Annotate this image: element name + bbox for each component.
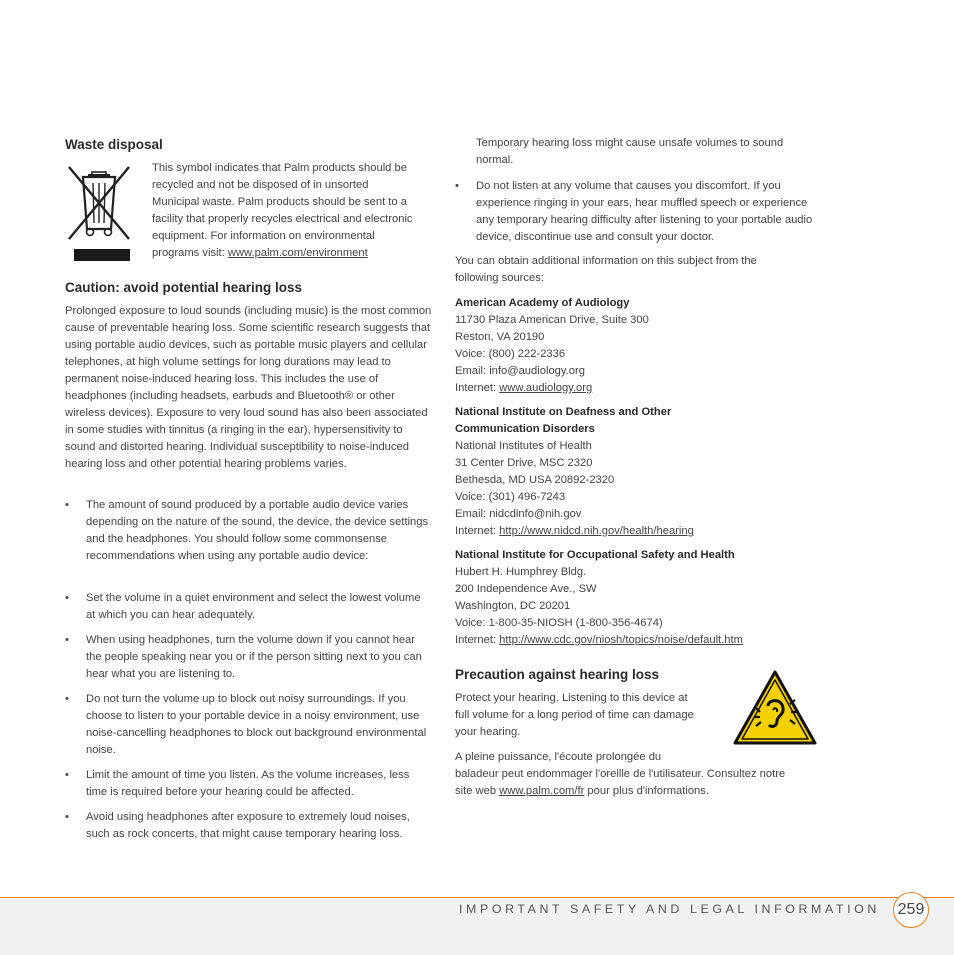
- crossed-out-bin-icon: [66, 163, 132, 261]
- caution-bullet-5: • Limit the amount of time you listen. As the volume increases, less time is required before your hearing could be affected.: [65, 769, 410, 798]
- nidcd-link[interactable]: http://www.nidcd.nih.gov/health/hearing: [499, 525, 694, 537]
- niosh-link[interactable]: http://www.cdc.gov/niosh/topics/noise/default.htm: [499, 634, 743, 646]
- org-name: American Academy of Audiology: [455, 297, 630, 309]
- caution-bullet-2: • Set the volume in a quiet environment and select the lowest volume at which you can hear adequately.: [65, 592, 421, 621]
- discomfort-bullet: • Do not listen at any volume that causes you discomfort. If you experience ringing in your ears, hear muffled speech or experience any temporary hearing difficulty after listening to your portable audio device, discontinue use and consult your doctor.: [455, 180, 813, 243]
- org-american-academy-audiology: American Academy of Audiology 11730 Plaza American Drive, Suite 300 Reston, VA 20190 Voice: (800) 222-2336 Email: info@audiology.org Internet: www.audiology.org: [455, 295, 830, 397]
- org-name-cont: Communication Disorders: [455, 423, 595, 435]
- caution-bullet-4: • Do not turn the volume up to block out noisy surroundings. If you choose to listen to your portable device in a noisy environment, use noise-cancelling headphones to block out background environmental noise.: [65, 693, 427, 756]
- precaution-text: Protect your hearing. Listening to this device at full volume for a long period of time can damage your hearing.: [455, 692, 694, 738]
- caution-paragraph: Prolonged exposure to loud sounds (including music) is the most common cause of preventable hearing loss. Some scientific research suggests that using portable audio devices, such as portable music players and cellular telephones, at high volume settings for long durations may lead to permanent noise-induced hearing loss. This includes the use of headphones (including headsets, earbuds and Bluetooth® or other wireless devices). Exposure to very loud sound has also been associated in some studies with tinnitus (a ringing in the ear), hypersensitivity to sound and distorted hearing. Individual susceptibility to noise-induced hearing loss and other potential hearing problems varies.: [65, 305, 432, 470]
- sources-intro: You can obtain additional information on this subject from the following sources:: [455, 255, 757, 284]
- precaution-heading: Precaution against hearing loss: [455, 667, 660, 682]
- audiology-link[interactable]: www.audiology.org: [499, 382, 593, 394]
- org-name: National Institute for Occupational Safety and Health: [455, 549, 735, 561]
- waste-disposal-text: This symbol indicates that Palm products should be recycled and not be disposed of in unsorted Municipal waste. Palm products should be sent to a facility that properly recycles electrical and electronic equipment. For information on environmental programs visit: www.palm.com/environment: [152, 162, 413, 259]
- org-nidcd: National Institute on Deafness and Other Communication Disorders National Institutes of Health 31 Center Drive, MSC 2320 Bethesda, MD USA 20892-2320 Voice: (301) 496-7243 Email: nidcdinfo@nih.gov Internet: http://www.nidcd.nih.gov/health/hearing: [455, 404, 830, 540]
- page-number-badge: 259: [893, 892, 929, 928]
- waste-disposal-heading: Waste disposal: [65, 137, 163, 152]
- palm-environment-link[interactable]: www.palm.com/environment: [227, 247, 368, 259]
- hearing-warning-icon: [732, 668, 818, 748]
- caution-hearing-heading: Caution: avoid potential hearing loss: [65, 280, 303, 295]
- french-precaution-text: A pleine puissance, l'écoute prolongée du baladeur peut endommager l'oreille de l'utilisateur. Consultez notre site web www.palm.com/fr pour plus d'informations.: [455, 751, 786, 797]
- caution-bullet-1: • The amount of sound produced by a portable audio device varies depending on the nature of the sound, the device, the device settings and the headphones. You should follow some commonsense recommendations when using any portable audio device:: [65, 499, 429, 562]
- footer-section-title: IMPORTANT SAFETY AND LEGAL INFORMATION: [459, 902, 880, 916]
- caution-bullet-6: • Avoid using headphones after exposure to extremely loud noises, such as rock concerts, that might cause temporary hearing loss.: [65, 811, 410, 840]
- caution-bullet-3: • When using headphones, turn the volume down if you cannot hear the people speaking near you or if the person sitting next to you can hear what you are listening to.: [65, 634, 422, 680]
- continued-bullet-text: Temporary hearing loss might cause unsafe volumes to sound normal.: [476, 137, 784, 166]
- palm-fr-link[interactable]: www.palm.com/fr: [499, 785, 585, 797]
- org-name: National Institute on Deafness and Other: [455, 406, 672, 418]
- org-niosh: National Institute for Occupational Safety and Health Hubert H. Humphrey Bldg. 200 Independence Ave., SW Washington, DC 20201 Voice: 1-800-35-NIOSH (1-800-356-4674) Internet: http://www.cdc.gov/niosh/topics/noise/default.htm: [455, 547, 830, 649]
